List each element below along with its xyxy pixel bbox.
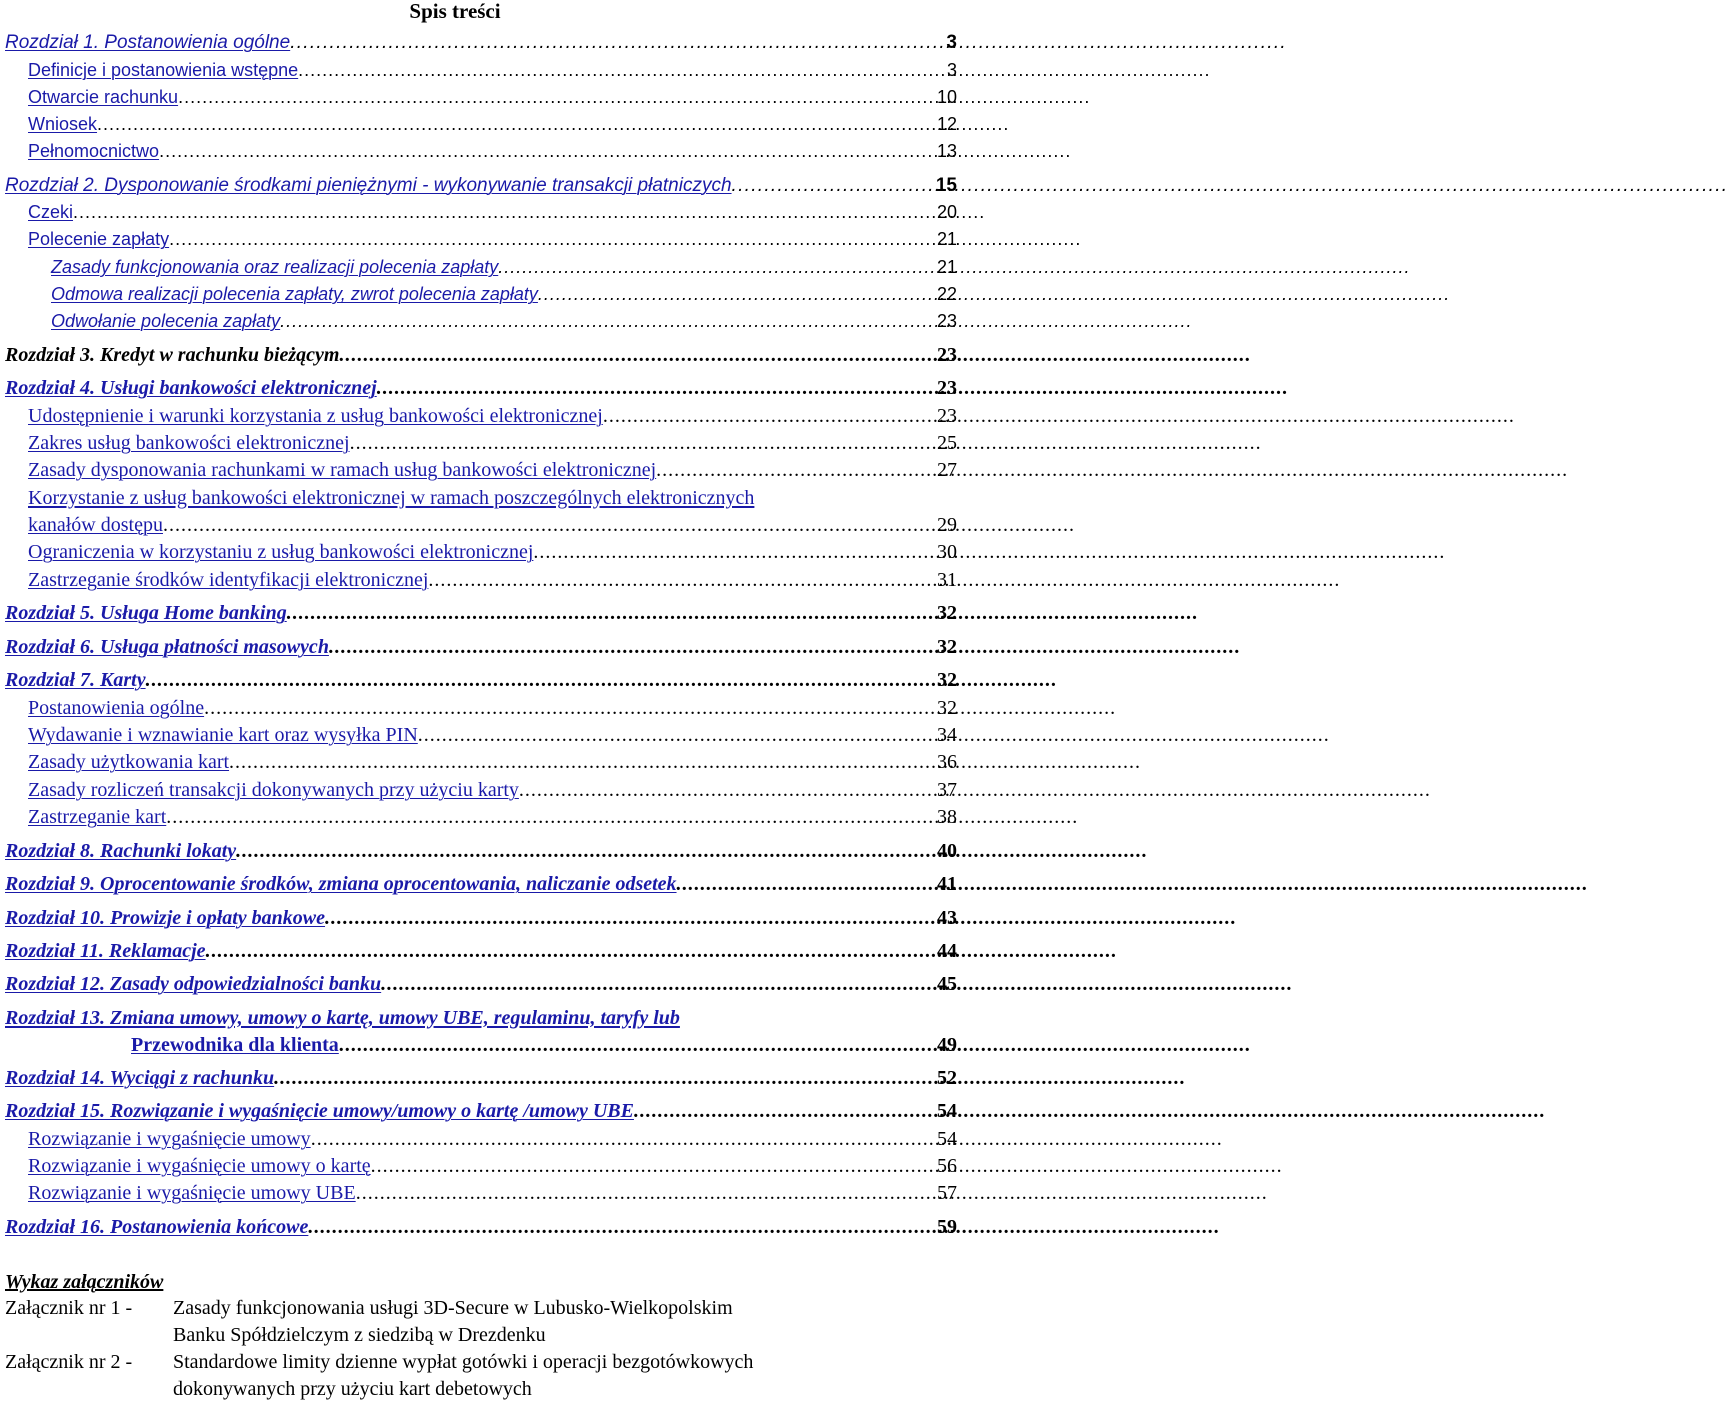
toc-link[interactable]: Odmowa realizacji polecenia zapłaty, zwrot polecenia zapłaty xyxy=(51,284,538,304)
toc-entry-chapter-5[interactable] xyxy=(5,601,957,625)
toc-link[interactable]: Rozwiązanie i wygaśnięcie umowy xyxy=(28,1128,311,1150)
toc-entry[interactable] xyxy=(28,228,957,251)
toc-link[interactable]: Zastrzeganie kart xyxy=(28,806,167,828)
toc-page-number: 29 xyxy=(937,514,957,536)
toc-link[interactable]: Rozdział 1. Postanowienia ogólne xyxy=(5,32,291,53)
toc-entry-chapter-9[interactable] xyxy=(5,872,957,896)
toc-entry[interactable] xyxy=(28,1181,957,1205)
attachments-title: Wykaz załączników xyxy=(5,1271,164,1293)
toc-page-number: 32 xyxy=(937,636,957,658)
toc-entry[interactable] xyxy=(51,256,957,279)
toc-link[interactable]: Wniosek xyxy=(28,114,98,134)
dot-leader xyxy=(329,635,937,659)
dot-leader xyxy=(677,872,937,896)
toc-link[interactable]: Rozdział 13. Zmiana umowy, umowy o kartę, umowy UBE, regulaminu, taryfy lub xyxy=(5,1007,680,1029)
toc-page-number: 32 xyxy=(937,669,957,691)
toc-entry-line1[interactable] xyxy=(28,486,754,510)
dot-leader xyxy=(339,1033,937,1057)
dot-leader xyxy=(73,201,937,224)
attachment-description-cont: dokonywanych przy użyciu kart debetowych xyxy=(173,1378,532,1400)
toc-link[interactable]: Rozdział 15. Rozwiązanie i wygaśnięcie umowy/umowy o kartę /umowy UBE xyxy=(5,1100,634,1122)
toc-entry[interactable] xyxy=(28,59,957,82)
toc-entry[interactable] xyxy=(28,513,957,537)
toc-entry-chapter-1[interactable] xyxy=(5,31,957,55)
toc-page-number: 32 xyxy=(937,697,957,719)
toc-entry[interactable] xyxy=(28,568,957,592)
toc-page-number: 57 xyxy=(937,1182,957,1204)
toc-link[interactable]: Czeki xyxy=(28,202,74,222)
toc-entry-chapter-2[interactable] xyxy=(5,174,957,198)
toc-page-number: 25 xyxy=(937,432,957,454)
dot-leader xyxy=(159,140,937,163)
dot-leader xyxy=(204,696,937,720)
toc-page-number: 20 xyxy=(936,202,957,222)
toc-page-number: 54 xyxy=(937,1128,957,1150)
dot-leader xyxy=(634,1099,937,1123)
dot-leader xyxy=(325,906,937,930)
toc-link[interactable]: Postanowienia ogólne xyxy=(28,697,205,719)
toc-entry[interactable] xyxy=(28,750,957,774)
toc-entry[interactable] xyxy=(28,404,957,428)
dot-leader xyxy=(498,256,937,279)
dot-leader xyxy=(178,86,937,109)
dot-leader xyxy=(428,568,937,592)
dot-leader xyxy=(169,228,937,251)
dot-leader xyxy=(166,805,937,829)
dot-leader xyxy=(287,601,937,625)
toc-page-number: 21 xyxy=(936,229,957,249)
toc-entry-chapter-11[interactable] xyxy=(5,939,957,963)
toc-entry-chapter-7[interactable] xyxy=(5,668,957,692)
toc-entry-chapter-12[interactable] xyxy=(5,972,957,996)
attachment-description-cont: Banku Spółdzielczym z siedzibą w Drezdenku xyxy=(173,1324,546,1346)
dot-leader xyxy=(533,540,937,564)
toc-entry[interactable] xyxy=(28,1127,957,1151)
dot-leader xyxy=(298,59,947,82)
toc-entry[interactable] xyxy=(28,778,957,802)
dot-leader xyxy=(311,1127,937,1151)
attachment-description: Standardowe limity dzienne wypłat gotówki i operacji bezgotówkowych xyxy=(173,1351,754,1373)
toc-page-number: 13 xyxy=(936,141,957,161)
toc-entry-chapter-8[interactable] xyxy=(5,839,957,863)
dot-leader xyxy=(381,972,937,996)
toc-entry-chapter-6[interactable] xyxy=(5,635,957,659)
toc-link[interactable]: Polecenie zapłaty xyxy=(28,229,170,249)
toc-page-number: 41 xyxy=(937,873,957,895)
toc-entry-chapter-15[interactable] xyxy=(5,1099,957,1123)
toc-page-number: 12 xyxy=(936,114,957,134)
dot-leader xyxy=(603,404,937,428)
toc-link[interactable]: Zasady funkcjonowania oraz realizacji polecenia zapłaty xyxy=(51,257,499,277)
toc-entry[interactable] xyxy=(28,540,957,564)
toc-chapter-text[interactable]: Rozdział 3. Kredyt w rachunku bieżącym xyxy=(5,344,340,366)
toc-link[interactable]: Zakres usług bankowości elektronicznej xyxy=(28,432,350,454)
toc-link[interactable]: kanałów dostępu xyxy=(28,514,163,536)
toc-link[interactable]: Rozdział 9. Oprocentowanie środków, zmiana oprocentowania, naliczanie odsetek xyxy=(5,873,677,895)
toc-link[interactable]: Rozdział 2. Dysponowanie środkami pieniężnymi - wykonywanie transakcji płatniczych xyxy=(5,175,732,196)
toc-page-number: 44 xyxy=(937,940,957,962)
dot-leader xyxy=(350,431,937,455)
toc-page-number: 40 xyxy=(937,840,957,862)
dot-leader xyxy=(356,1181,937,1205)
toc-page-number: 30 xyxy=(937,541,957,563)
toc-link[interactable]: Wydawanie i wznawianie kart oraz wysyłka PIN xyxy=(28,724,418,746)
toc-entry[interactable] xyxy=(28,723,957,747)
toc-page-number: 23 xyxy=(936,311,957,331)
dot-leader xyxy=(290,31,946,55)
dot-leader xyxy=(163,513,937,537)
toc-link[interactable]: Rozdział 11. Reklamacje xyxy=(5,940,206,962)
toc-entry[interactable] xyxy=(28,696,957,720)
attachment-label: Załącznik nr 1 - xyxy=(5,1297,133,1319)
toc-entry[interactable] xyxy=(28,431,957,455)
toc-link[interactable]: Rozwiązanie i wygaśnięcie umowy o kartę xyxy=(28,1155,371,1177)
toc-link[interactable]: Rozdział 12. Zasady odpowiedzialności banku xyxy=(5,973,382,995)
toc-entry[interactable] xyxy=(28,458,957,482)
toc-page-number: 56 xyxy=(937,1155,957,1177)
toc-link[interactable]: Udostępnienie i warunki korzystania z usług bankowości elektronicznej xyxy=(28,405,603,427)
toc-link[interactable]: Rozwiązanie i wygaśnięcie umowy UBE xyxy=(28,1182,356,1204)
toc-entry-chapter-14[interactable] xyxy=(5,1066,957,1090)
toc-page-number: 52 xyxy=(937,1067,957,1089)
toc-page-number: 59 xyxy=(937,1216,957,1238)
dot-leader xyxy=(418,723,937,747)
toc-link[interactable]: Rozdział 4. Usługi bankowości elektronicznej xyxy=(5,377,377,399)
toc-link[interactable]: Zasady użytkowania kart xyxy=(28,751,230,773)
attachment-description: Zasady funkcjonowania usługi 3D-Secure w Lubusko-Wielkopolskim xyxy=(173,1297,733,1319)
toc-link[interactable]: Korzystanie z usług bankowości elektronicznej w ramach poszczególnych elektronicznych xyxy=(28,487,755,509)
toc-link[interactable]: Zastrzeganie środków identyfikacji elektronicznej xyxy=(28,569,429,591)
toc-page-number: 23 xyxy=(937,377,957,399)
toc-entry-chapter-16[interactable] xyxy=(5,1215,957,1239)
toc-link[interactable]: Zasady rozliczeń transakcji dokonywanych przy użyciu karty xyxy=(28,779,519,801)
dot-leader xyxy=(339,343,937,367)
toc-page-number: 38 xyxy=(937,806,957,828)
toc-link[interactable]: Rozdział 8. Rachunki lokaty xyxy=(5,840,237,862)
toc-link[interactable]: Pełnomocnictwo xyxy=(28,141,160,161)
toc-link[interactable]: Rozdział 10. Prowizje i opłaty bankowe xyxy=(5,907,326,929)
toc-entry[interactable] xyxy=(28,86,957,109)
toc-link[interactable]: Rozdział 16. Postanowienia końcowe xyxy=(5,1216,309,1238)
dot-leader xyxy=(236,839,937,863)
toc-link[interactable]: Odwołanie polecenia zapłaty xyxy=(51,311,281,331)
toc-page-number: 3 xyxy=(946,60,957,80)
toc-entry[interactable] xyxy=(51,310,957,333)
dot-leader xyxy=(377,376,937,400)
toc-entry-chapter-3[interactable] xyxy=(5,343,957,367)
dot-leader xyxy=(280,310,937,333)
toc-link[interactable]: Rozdział 5. Usługa Home banking xyxy=(5,602,287,624)
dot-leader xyxy=(519,778,937,802)
toc-link[interactable]: Rozdział 7. Karty xyxy=(5,669,146,691)
toc-link[interactable]: Przewodnika dla klienta xyxy=(131,1034,339,1056)
toc-page-number: 23 xyxy=(937,344,957,366)
toc-page-number: 21 xyxy=(936,257,957,277)
toc-title: Spis treści xyxy=(409,0,501,23)
toc-page-number: 54 xyxy=(937,1100,957,1122)
toc-page-number: 10 xyxy=(936,87,957,107)
toc-page-number: 32 xyxy=(937,602,957,624)
toc-page-number: 3 xyxy=(946,32,957,53)
toc-page-number: 45 xyxy=(937,973,957,995)
attachment-label: Załącznik nr 2 - xyxy=(5,1351,133,1373)
toc-link[interactable]: Ograniczenia w korzystaniu z usług bankowości elektronicznej xyxy=(28,541,534,563)
toc-entry-chapter-13-line2[interactable] xyxy=(131,1033,957,1057)
toc-link[interactable]: Zasady dysponowania rachunkami w ramach usług bankowości elektronicznej xyxy=(28,459,657,481)
dot-leader xyxy=(656,458,937,482)
toc-page-number: 31 xyxy=(937,569,957,591)
dot-leader xyxy=(732,174,936,198)
dot-leader xyxy=(371,1154,937,1178)
toc-entry[interactable] xyxy=(51,283,957,306)
dot-leader xyxy=(97,113,937,136)
toc-link[interactable]: Rozdział 14. Wyciągi z rachunku xyxy=(5,1067,275,1089)
toc-page-number: 22 xyxy=(936,284,957,304)
toc-entry-chapter-13-line1[interactable] xyxy=(5,1006,680,1030)
toc-entry[interactable] xyxy=(28,113,957,136)
toc-page-number: 36 xyxy=(937,751,957,773)
toc-entry[interactable] xyxy=(28,1154,957,1178)
toc-page-number: 34 xyxy=(937,724,957,746)
dot-leader xyxy=(229,750,937,774)
dot-leader xyxy=(538,283,937,306)
toc-page-number: 27 xyxy=(937,459,957,481)
toc-entry[interactable] xyxy=(28,140,957,163)
toc-entry[interactable] xyxy=(28,805,957,829)
toc-entry-chapter-10[interactable] xyxy=(5,906,957,930)
dot-leader xyxy=(206,939,937,963)
toc-link[interactable]: Rozdział 6. Usługa płatności masowych xyxy=(5,636,329,658)
toc-page-number: 49 xyxy=(937,1034,957,1056)
dot-leader xyxy=(146,668,937,692)
toc-page-number: 15 xyxy=(935,175,957,196)
toc-page-number: 43 xyxy=(937,907,957,929)
toc-link[interactable]: Definicje i postanowienia wstępne xyxy=(28,60,299,80)
dot-leader xyxy=(274,1066,937,1090)
toc-entry-chapter-4[interactable] xyxy=(5,376,957,400)
toc-page-number: 23 xyxy=(937,405,957,427)
toc-link[interactable]: Otwarcie rachunku xyxy=(28,87,179,107)
toc-page-number: 37 xyxy=(937,779,957,801)
dot-leader xyxy=(308,1215,937,1239)
toc-entry[interactable] xyxy=(28,201,957,224)
